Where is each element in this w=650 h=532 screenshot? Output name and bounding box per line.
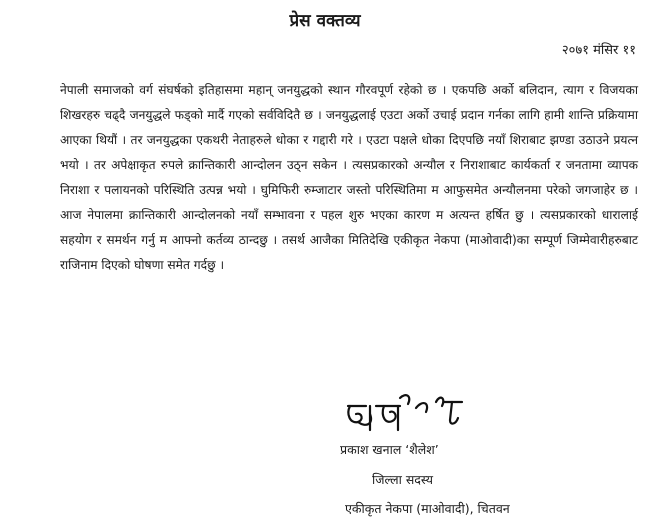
signatory-role: जिल्ला सदस्य	[372, 472, 434, 487]
signatory-organization: एकीकृत नेकपा (माओवादी), चितवन	[345, 501, 510, 516]
statement-body: नेपाली समाजको वर्ग संघर्षको इतिहासमा महान् जनयुद्धको स्थान गौरवपूर्ण रहेको छ । एकपछि अर्को बलिदान, त्याग र विजयका शिखरहरु चढ्दै जनयुद्धले फड्को मार्दै गएको सर्वविदितै छ । जनयुद्धलाई एउटा अर्को उचाई प्रदान गर्नका लागि हामी शान्ति प्रक्रियामा आएका थियौं । तर जनयुद्धका एकथरी नेताहरुले धोका र गद्दारी गरे । एउटा पक्षले धोका दिएपछि नयाँ शिराबाट झण्डा उठाउने प्रयत्न भयो । तर अपेक्षाकृत रुपले क्रान्तिकारी आन्दोलन उठ्न सकेन । त्यसप्रकारको अन्यौल र निराशाबाट कार्यकर्ता र जनतामा व्यापक निराशा र पलायनको परिस्थिति उत्पन्न भयो । घुमिफिरी रुम्जाटार जस्तो परिस्थितिमा म आफुसमेत अन्यौलनमा परेको जगजाहेर छ । आज नेपालमा क्रान्तिकारी आन्दोलनको नयाँ सम्भावना र पहल शुरु भएका कारण म अत्यन्त हर्षित छु । त्यसप्रकारको धारालाई सहयोग र समर्थन गर्नु म आफ्नो कर्तव्य ठान्दछु । तसर्थ आजैका मितिदेखि एकीकृत नेकपा (माओवादी)का सम्पूर्ण जिम्मेवारीहरुबाट राजिनाम दिएको घोषणा समेत गर्दछु ।	[60, 83, 638, 272]
statement-date: २०७१ मंसिर ११	[561, 43, 636, 58]
page-title: प्रेस वक्तव्य	[289, 11, 361, 31]
signatory-name: प्रकाश खनाल ‘शैलेश’	[340, 442, 439, 457]
handwritten-signature	[340, 390, 480, 440]
